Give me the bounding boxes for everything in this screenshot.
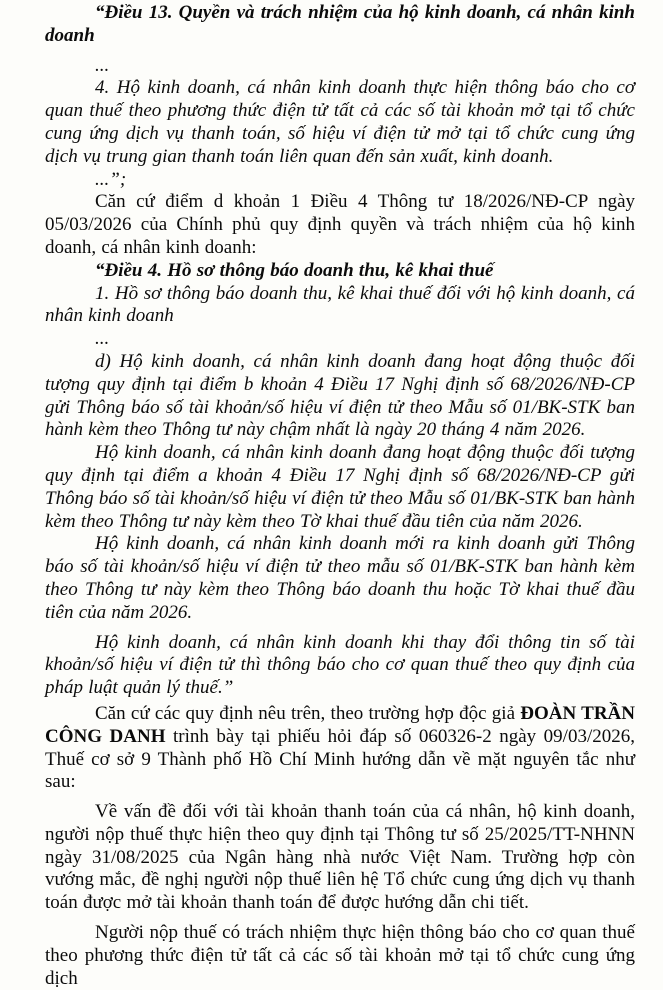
paragraph-text: ... bbox=[95, 328, 110, 350]
paragraph bbox=[45, 2, 635, 48]
paragraph bbox=[45, 703, 635, 794]
paragraph-text: Về vấn đề đối với tài khoản thanh toán của cá nhân, hộ kinh doanh, người nộp thuế thực hiện theo quy định tại Thông tư số 25/2025/TT-NHNN ngày 31/08/2025 của Ngân hàng nhà nước Việt Nam. Trường hợp còn vướng mắc, đề nghị người nộp thuế liên hệ Tổ chức cung ứng dịch vụ thanh toán được mở tài khoản thanh toán để được hướng dẫn chi tiết. bbox=[45, 801, 635, 914]
paragraph bbox=[45, 55, 635, 78]
paragraph-text: Hộ kinh doanh, cá nhân kinh doanh đang hoạt động thuộc đối tượng quy định tại điểm a khoản 4 Điều 17 Nghị định số 68/2026/NĐ-CP gửi Thông báo số tài khoản/số hiệu ví điện tử theo Mẫu số 01/BK-STK ban hành kèm theo Thông tư này kèm theo Tờ khai thuế đầu tiên của năm 2026. bbox=[45, 442, 635, 532]
paragraph bbox=[45, 533, 635, 624]
paragraph-text: ... bbox=[95, 54, 110, 76]
paragraph-text: trình bày tại phiếu hỏi đáp số 060326-2 ngày 09/03/2026, Thuế cơ sở 9 Thành phố Hồ Chí Minh hướng dẫn về mặt nguyên tắc như sau: bbox=[45, 725, 635, 793]
paragraph-text: “Điều 4. Hồ sơ thông báo doanh thu, kê khai thuế bbox=[95, 259, 494, 281]
reader-name-text: ĐOÀN TRẦN CÔNG DANH bbox=[45, 702, 635, 747]
paragraph-text: Hộ kinh doanh, cá nhân kinh doanh khi thay đổi thông tin số tài khoản/số hiệu ví điện tử thì thông báo cho cơ quan thuế theo quy định của pháp luật quản lý thuế.” bbox=[45, 631, 635, 699]
paragraph bbox=[45, 922, 635, 990]
paragraph bbox=[45, 77, 635, 168]
paragraph-text: 4. Hộ kinh doanh, cá nhân kinh doanh thực hiện thông báo cho cơ quan thuế theo phương thức điện tử tất cả các số tài khoản mở tại tổ chức cung ứng dịch vụ thanh toán, số hiệu ví điện tử mở tại tổ chức cung ứng dịch vụ trung gian thanh toán liên quan đến sản xuất, kinh doanh. bbox=[45, 77, 635, 167]
paragraph bbox=[45, 442, 635, 533]
paragraph-text: Căn cứ điểm d khoản 1 Điều 4 Thông tư 18/2026/NĐ-CP ngày 05/03/2026 của Chính phủ quy định quyền và trách nhiệm của hộ kinh doanh, cá nhân kinh doanh: bbox=[45, 191, 635, 258]
paragraph bbox=[45, 260, 635, 283]
paragraph bbox=[45, 351, 635, 442]
paragraph-text: Người nộp thuế có trách nhiệm thực hiện thông báo cho cơ quan thuế theo phương thức điện tử tất cả các số tài khoản mở tại tổ chức cung ứng dịch bbox=[45, 922, 635, 989]
paragraph-text: 1. Hồ sơ thông báo doanh thu, kê khai thuế đối với hộ kinh doanh, cá nhân kinh doanh bbox=[45, 282, 635, 327]
paragraph-text: Hộ kinh doanh, cá nhân kinh doanh mới ra kinh doanh gửi Thông báo số tài khoản/số hiệu ví điện tử theo mẫu số 01/BK-STK ban hành kèm theo Thông tư này kèm theo Thông báo doanh thu hoặc Tờ khai thuế đầu tiên của năm 2026. bbox=[45, 533, 635, 623]
paragraph-text: ...”; bbox=[95, 168, 127, 190]
paragraph bbox=[45, 632, 635, 700]
paragraph bbox=[45, 191, 635, 259]
paragraph bbox=[45, 283, 635, 329]
paragraph bbox=[45, 328, 635, 351]
paragraph-text: “Điều 13. Quyền và trách nhiệm của hộ kinh doanh, cá nhân kinh doanh bbox=[45, 2, 635, 46]
paragraph bbox=[45, 169, 635, 192]
paragraph-text: d) Hộ kinh doanh, cá nhân kinh doanh đang hoạt động thuộc đối tượng quy định tại điểm b khoản 4 Điều 17 Nghị định số 68/2026/NĐ-CP gửi Thông báo số tài khoản/số hiệu ví điện tử theo Mẫu số 01/BK-STK ban hành kèm theo Thông tư này chậm nhất là ngày 20 tháng 4 năm 2026. bbox=[45, 350, 635, 441]
paragraph-text: Căn cứ các quy định nêu trên, theo trường hợp độc giả bbox=[95, 702, 521, 724]
paragraph bbox=[45, 801, 635, 915]
document-body bbox=[45, 2, 635, 990]
